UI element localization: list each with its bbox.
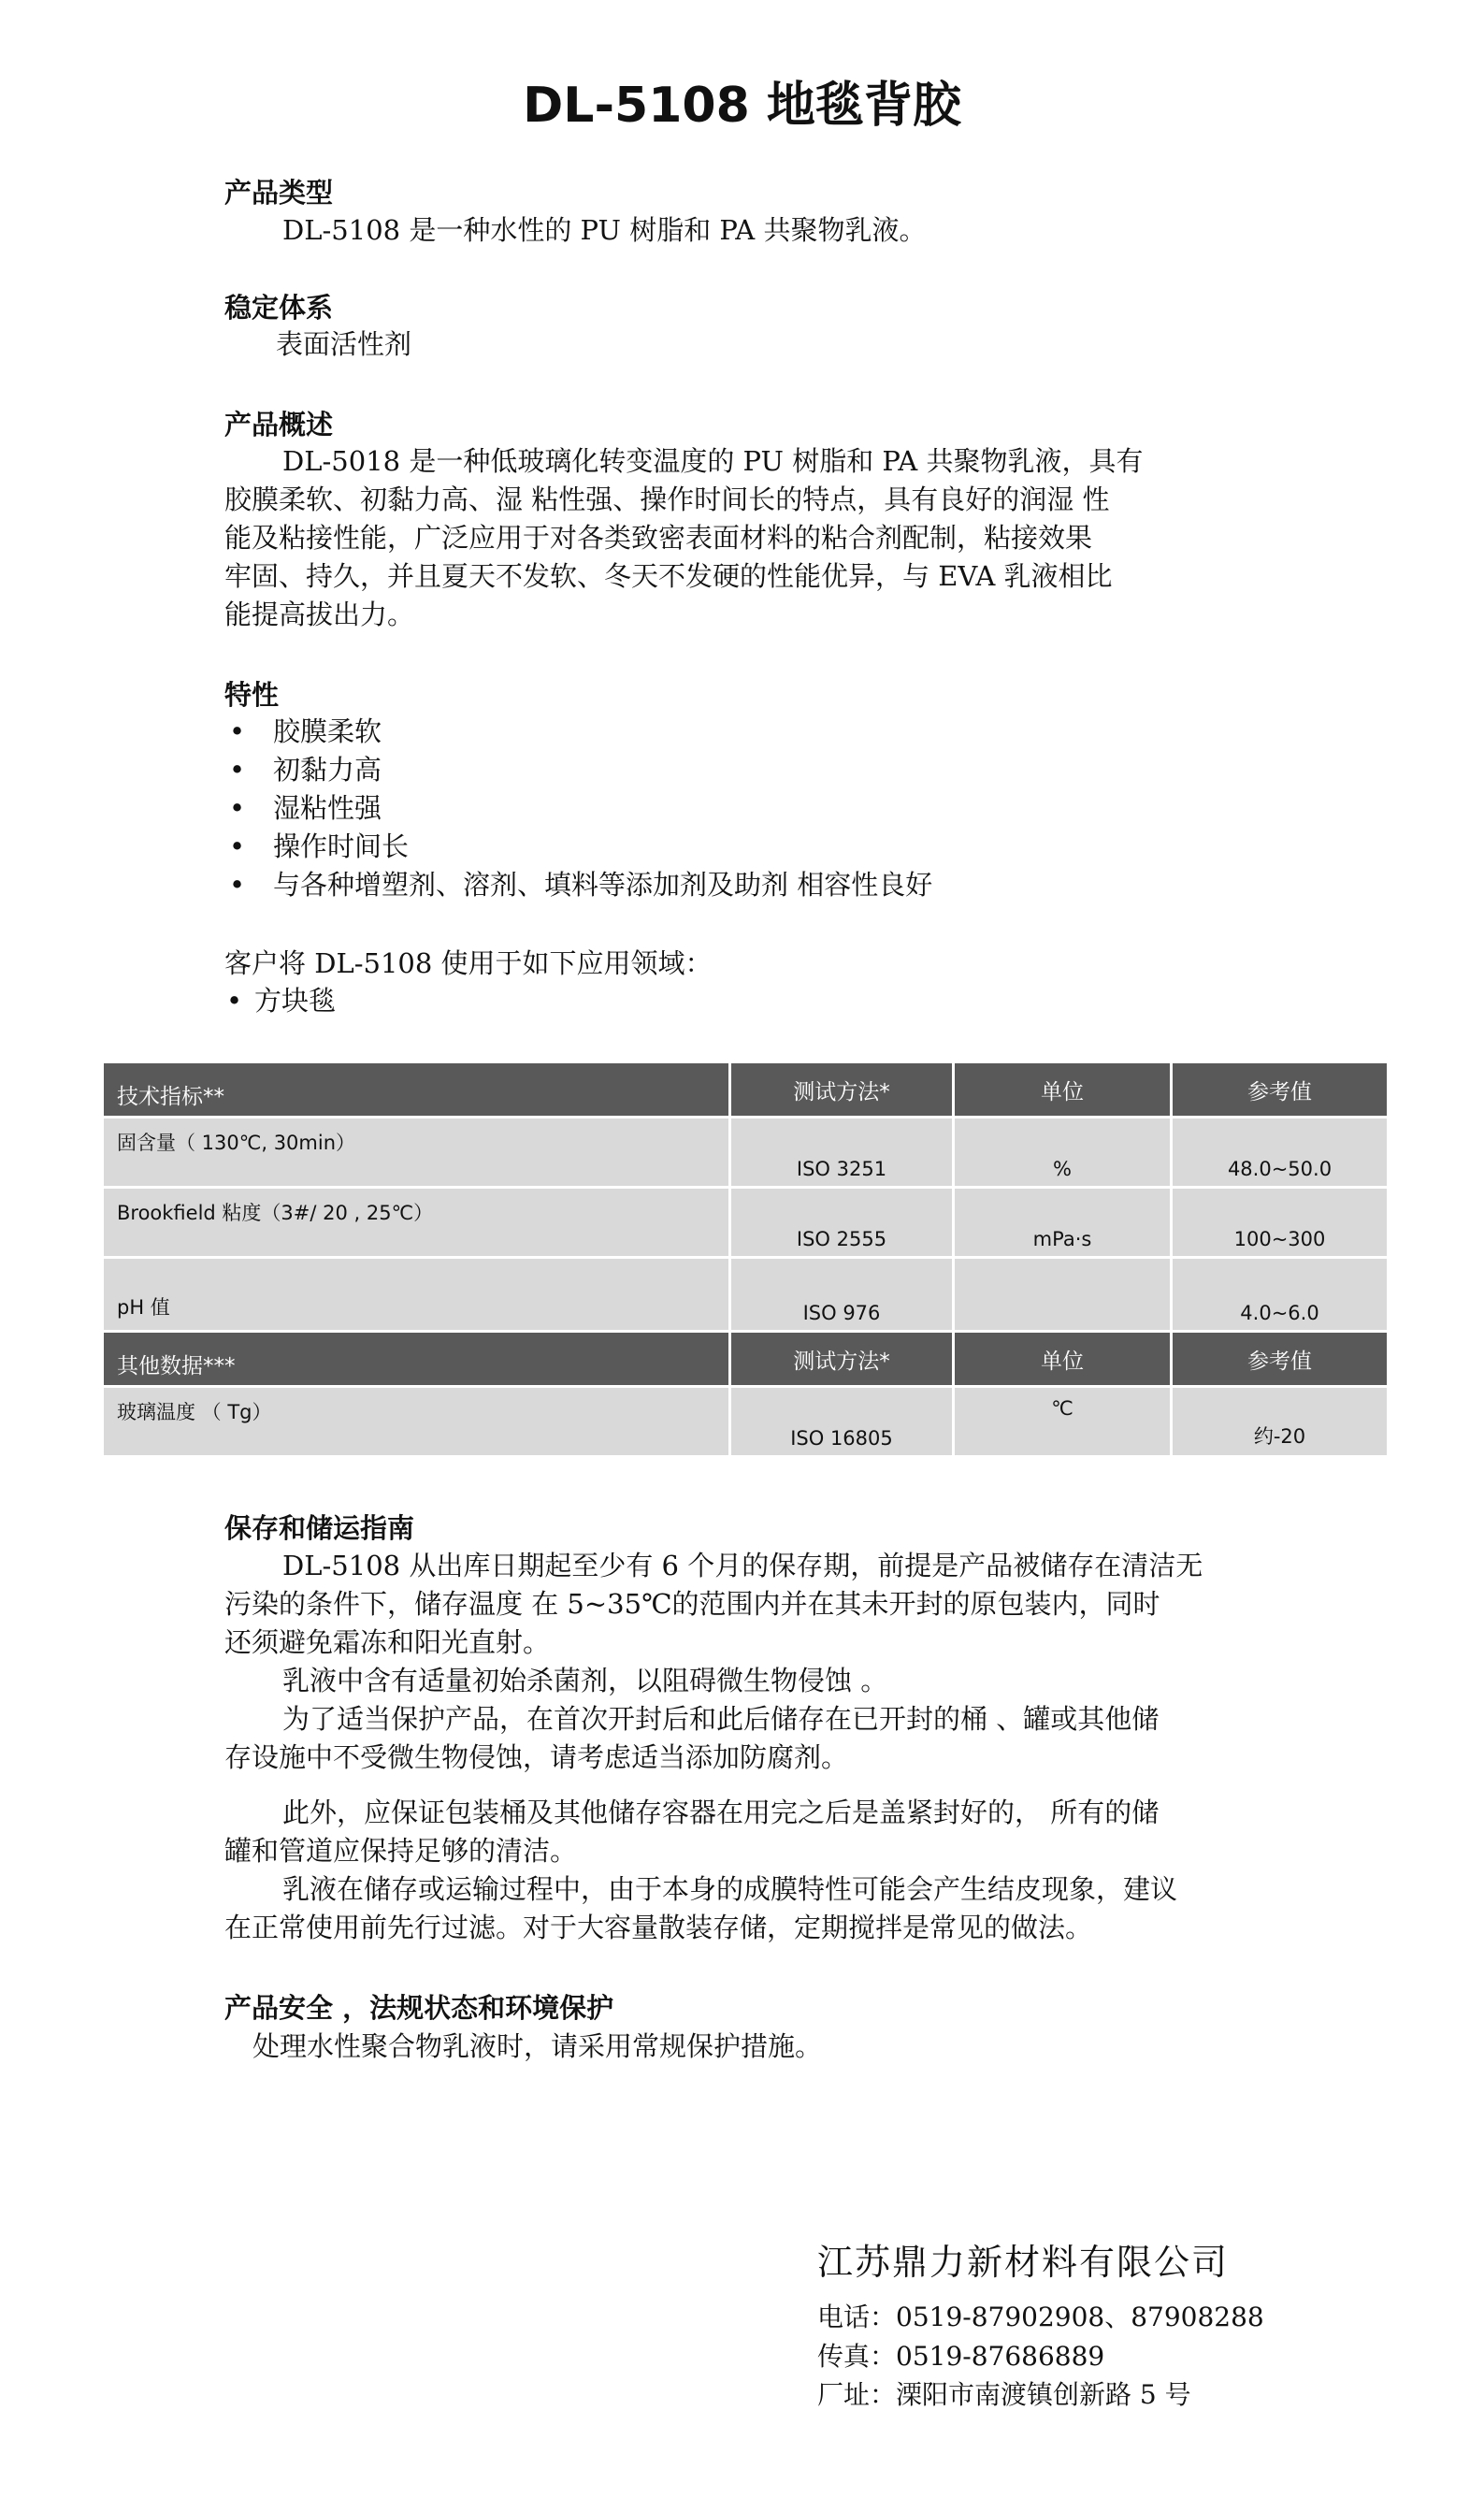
bullet-icon: • xyxy=(229,869,246,901)
bullet-icon: • xyxy=(229,715,246,747)
storage-line: DL-5108 从出库日期起至少有 6 个月的保存期，前提是产品被储存在清洁无 xyxy=(282,1550,1203,1581)
company-address: 厂址：溧阳市南渡镇创新路 5 号 xyxy=(817,2379,1191,2410)
bullet-icon: • xyxy=(229,830,246,862)
storage-line: 污染的条件下，储存温度 在 5~35℃的范围内并在其未开封的原包装内，同时 xyxy=(224,1588,1160,1620)
header-cell: 其他数据*** xyxy=(104,1333,728,1385)
header-cell: 参考值 xyxy=(1173,1063,1387,1116)
page-title: DL-5108 地毯背胶 xyxy=(523,78,961,134)
storage-paragraph xyxy=(224,1547,1203,1947)
features-heading: 特性 xyxy=(224,679,280,711)
product-type-heading: 产品类型 xyxy=(224,177,334,209)
application-item: • 方块毯 xyxy=(224,982,336,1020)
safety-text: 处理水性聚合物乳液时，请采用常规保护措施。 xyxy=(252,2030,823,2062)
storage-line: 此外，应保证包装桶及其他储存容器在用完之后是盖紧封好的， 所有的储 xyxy=(282,1797,1160,1828)
overview-line: DL-5018 是一种低玻璃化转变温度的 PU 树脂和 PA 共聚物乳液，具有 xyxy=(282,445,1144,477)
overview-line: 能及粘接性能，广泛应用于对各类致密表面材料的粘合剂配制，粘接效果 xyxy=(224,522,1093,554)
table-row: 玻璃温度 （ Tg） ISO 16805 ℃ 约-20 xyxy=(104,1388,1387,1455)
overview-paragraph xyxy=(224,442,1169,634)
overview-line: 牢固、持久，并且夏天不发软、冬天不发硬的性能优异，与 EVA 乳液相比 xyxy=(224,560,1113,592)
table-row: Brookfield 粘度（3#/ 20 , 25℃） ISO 2555 mPa·s 100~300 xyxy=(104,1189,1387,1256)
bullet-icon: • xyxy=(226,985,243,1017)
storage-line: 罐和管道应保持足够的清洁。 xyxy=(224,1835,578,1867)
table-row: pH 值 ISO 976 4.0~6.0 xyxy=(104,1259,1387,1330)
storage-line: 乳液中含有适量初始杀菌剂，以阻碍微生物侵蚀 。 xyxy=(282,1665,888,1696)
features-list xyxy=(224,713,932,904)
header-cell: 参考值 xyxy=(1173,1333,1387,1385)
overview-line: 胶膜柔软、初黏力高、湿 粘性强、操作时间长的特点，具有良好的润湿 性 xyxy=(224,484,1110,515)
header-cell: 单位 xyxy=(955,1063,1170,1116)
storage-heading: 保存和储运指南 xyxy=(224,1512,415,1544)
header-cell: 测试方法* xyxy=(731,1333,952,1385)
header-cell: 技术指标** xyxy=(104,1063,728,1116)
storage-line: 乳液在储存或运输过程中，由于本身的成膜特性可能会产生结皮现象，建议 xyxy=(282,1873,1178,1905)
bullet-icon: • xyxy=(229,754,246,786)
storage-line: 为了适当保护产品，在首次开封后和此后储存在已开封的桶 、罐或其他储 xyxy=(282,1703,1160,1735)
company-name: 江苏鼎力新材料有限公司 xyxy=(817,2242,1230,2283)
stability-heading: 稳定体系 xyxy=(224,292,334,324)
header-cell: 单位 xyxy=(955,1333,1170,1385)
company-phone: 电话：0519-87902908、87908288 xyxy=(817,2302,1264,2332)
header-cell: 测试方法* xyxy=(731,1063,952,1116)
feature-item: • 与各种增塑剂、溶剂、填料等添加剂及助剂 相容性良好 xyxy=(224,866,932,904)
spec-table xyxy=(101,1061,1390,1458)
safety-heading: 产品安全 ，法规状态和环境保护 xyxy=(224,1992,614,2024)
table-header xyxy=(104,1063,1387,1116)
overview-line: 能提高拔出力。 xyxy=(224,599,415,630)
feature-item: • 初黏力高 xyxy=(224,751,932,789)
feature-item: • 胶膜柔软 xyxy=(224,713,932,751)
stability-text: 表面活性剂 xyxy=(276,328,412,360)
table-row: 固含量（ 130℃, 30min） ISO 3251 % 48.0~50.0 xyxy=(104,1119,1387,1186)
feature-item: • 操作时间长 xyxy=(224,828,932,866)
product-type-text: DL-5108 是一种水性的 PU 树脂和 PA 共聚物乳液。 xyxy=(282,214,927,246)
applications-intro: 客户将 DL-5108 使用于如下应用领域： xyxy=(224,947,713,979)
overview-heading: 产品概述 xyxy=(224,409,334,440)
storage-line: 还须避免霜冻和阳光直射。 xyxy=(224,1626,551,1658)
feature-item: • 湿粘性强 xyxy=(224,789,932,828)
storage-line: 在正常使用前先行过滤。对于大容量散装存储，定期搅拌是常见的做法。 xyxy=(224,1912,1093,1943)
bullet-icon: • xyxy=(229,792,246,824)
table-header xyxy=(104,1333,1387,1385)
company-fax: 传真：0519-87686889 xyxy=(817,2341,1105,2372)
storage-line: 存设施中不受微生物侵蚀，请考虑适当添加防腐剂。 xyxy=(224,1741,849,1773)
